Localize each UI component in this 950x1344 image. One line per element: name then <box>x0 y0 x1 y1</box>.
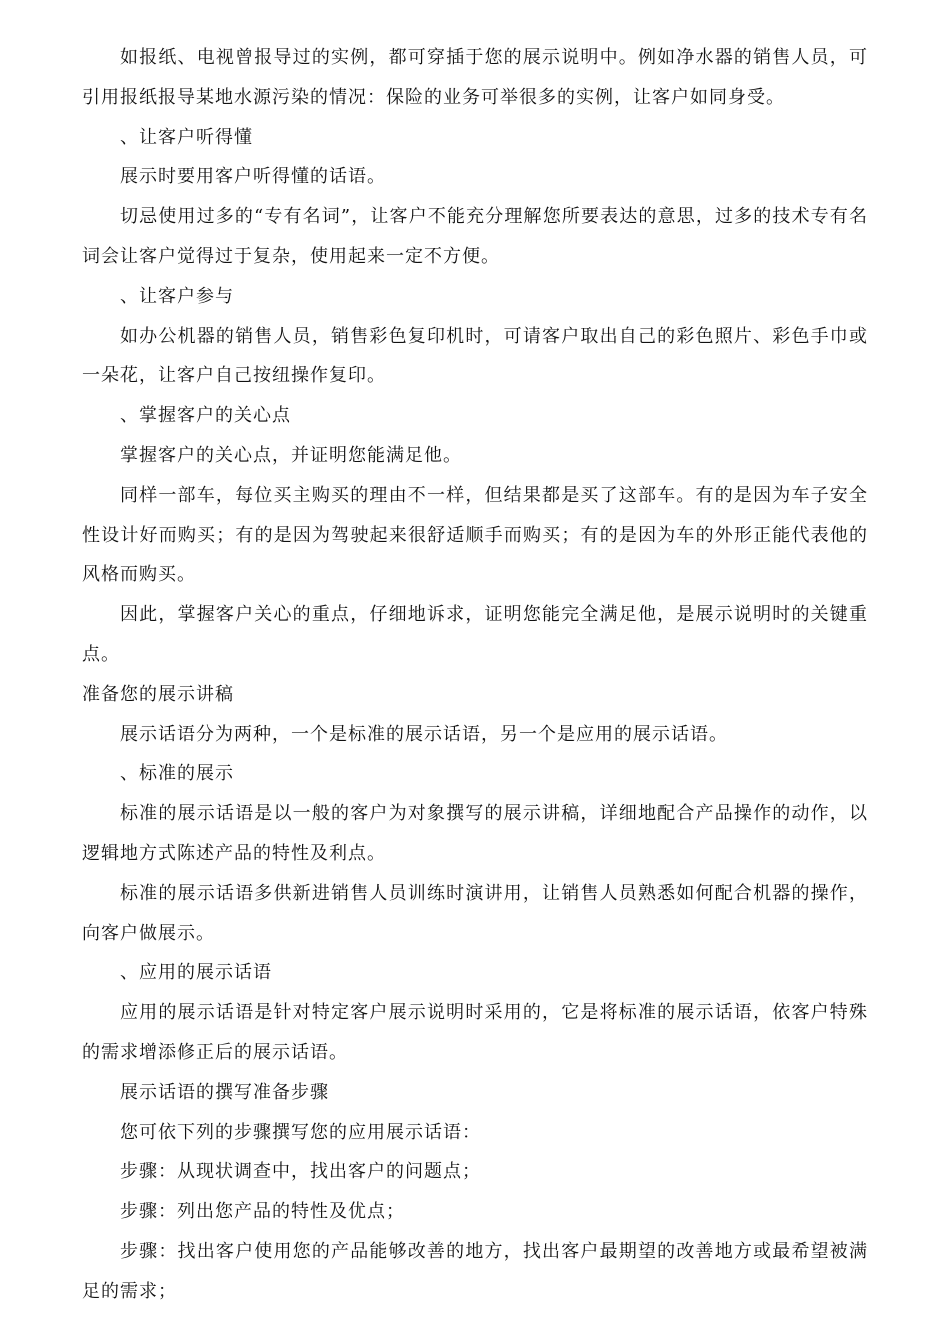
section-heading-participate: 、让客户参与 <box>120 285 234 307</box>
paragraph-9: 标准的展示话语是以一般的客户为对象撰写的展示讲稿，详细地配合产品操作的动作，以逻辑地方式陈述产品的特性及利点。 <box>82 803 868 864</box>
paragraph-2: 展示时要用客户听得懂的话语。 <box>120 166 386 188</box>
paragraph-12: 您可依下列的步骤撰写您的应用展示话语： <box>120 1121 481 1143</box>
paragraph-3: 切忌使用过多的“专有名词”，让客户不能充分理解您所要表达的意思，过多的技术专有名词会让客户觉得过于复杂，使用起来一定不方便。 <box>82 206 868 267</box>
document-page <box>82 38 868 1312</box>
step-item-3: 步骤：找出客户使用您的产品能够改善的地方，找出客户最期望的改善地方或最希望被满足的需求； <box>82 1240 868 1302</box>
section-heading-concern: 、掌握客户的关心点 <box>120 405 291 427</box>
paragraph-5: 掌握客户的关心点，并证明您能满足他。 <box>120 444 462 466</box>
section-title-prepare-script: 准备您的展示讲稿 <box>82 683 234 705</box>
paragraph-4: 如办公机器的销售人员，销售彩色复印机时，可请客户取出自己的彩色照片、彩色手巾或一朵花，让客户自己按纽操作复印。 <box>82 325 868 387</box>
paragraph-1: 如报纸、电视曾报导过的实例，都可穿插于您的展示说明中。例如净水器的销售人员，可引用报纸报导某地水源污染的情况：保险的业务可举很多的实例，让客户如同身受。 <box>82 47 868 108</box>
section-heading-standard: 、标准的展示 <box>120 763 234 785</box>
paragraph-10: 标准的展示话语多供新进销售人员训练时演讲用，让销售人员熟悉如何配合机器的操作，向客户做展示。 <box>82 882 868 944</box>
section-heading-understandable: 、让客户听得懂 <box>120 126 253 148</box>
step-item-1: 步骤：从现状调查中，找出客户的问题点； <box>120 1161 481 1183</box>
section-heading-applied: 、应用的展示话语 <box>120 962 272 984</box>
paragraph-7: 因此，掌握客户关心的重点，仔细地诉求，证明您能完全满足他，是展示说明时的关键重点。 <box>82 604 868 665</box>
paragraph-11: 应用的展示话语是针对特定客户展示说明时采用的，它是将标准的展示话语，依客户特殊的需求增添修正后的展示话语。 <box>82 1002 868 1063</box>
section-heading-steps: 展示话语的撰写准备步骤 <box>120 1081 329 1103</box>
paragraph-8: 展示话语分为两种，一个是标准的展示话语，另一个是应用的展示话语。 <box>120 723 728 745</box>
paragraph-6: 同样一部车，每位买主购买的理由不一样，但结果都是买了这部车。有的是因为车子安全性设计好而购买；有的是因为驾驶起来很舒适顺手而购买；有的是因为车的外形正能代表他的风格而购买。 <box>82 484 868 586</box>
step-item-2: 步骤：列出您产品的特性及优点； <box>120 1201 405 1223</box>
